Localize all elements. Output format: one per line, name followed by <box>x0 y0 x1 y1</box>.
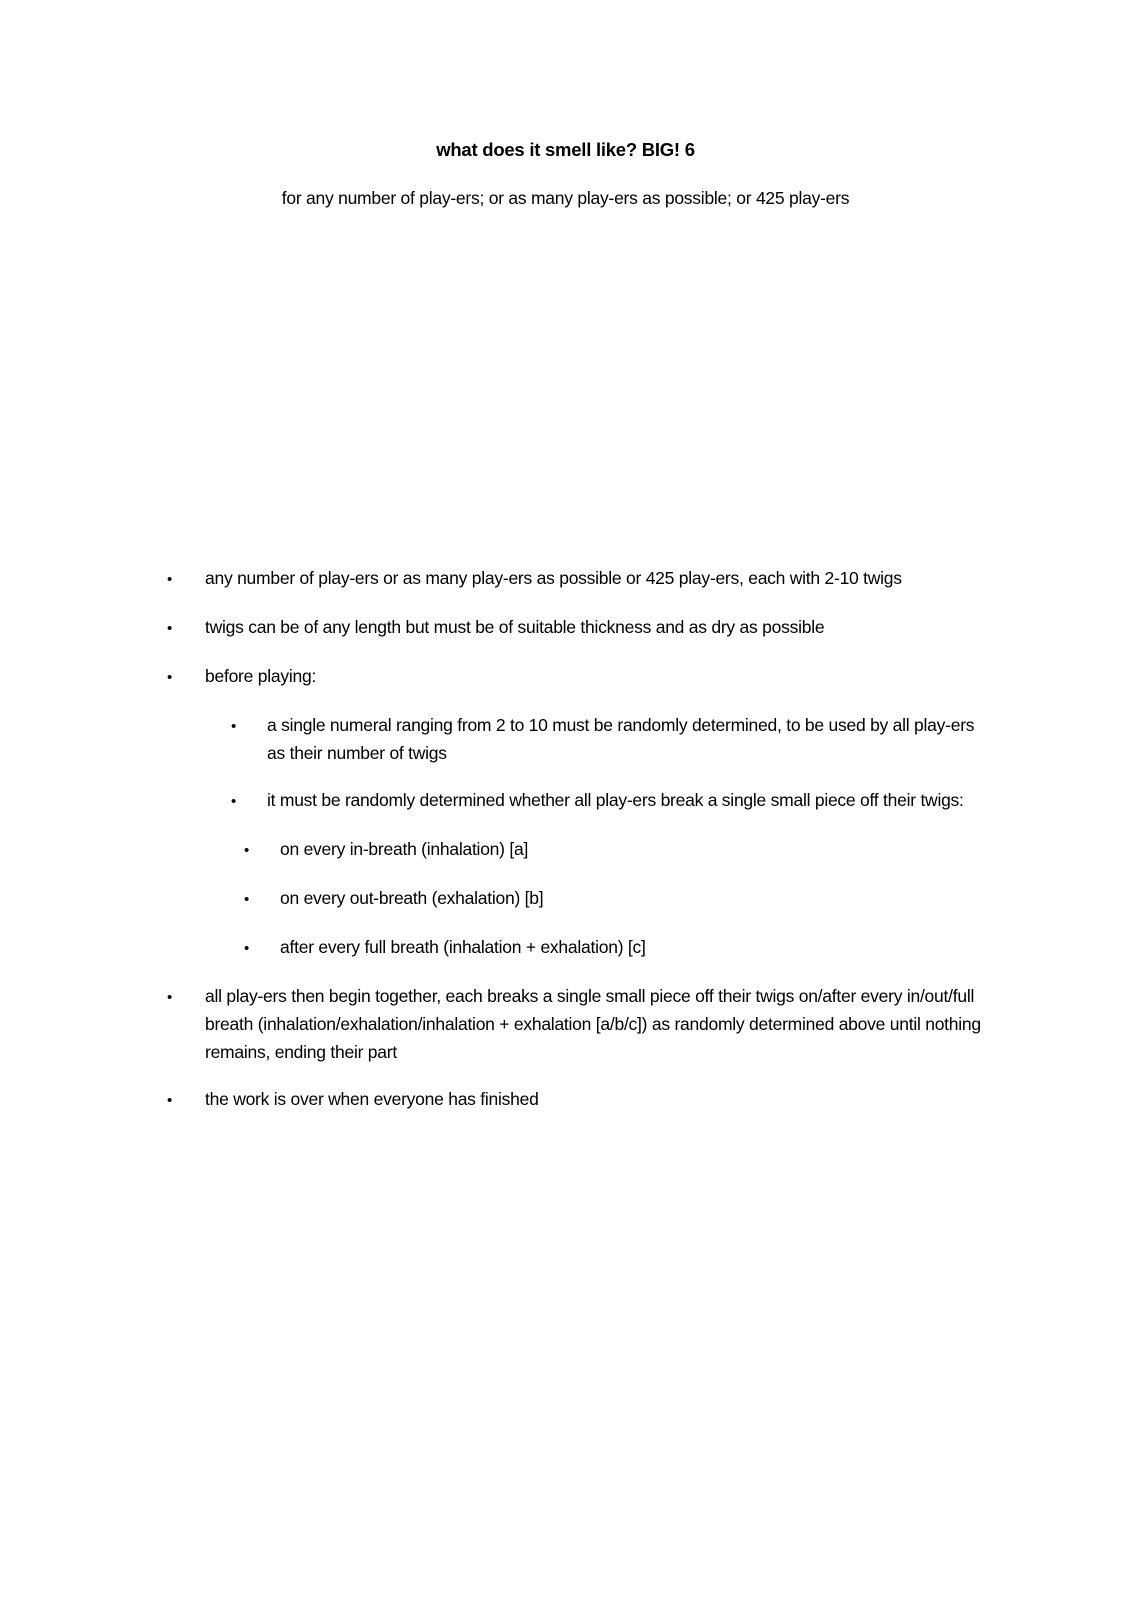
bullet-icon: • <box>167 1092 173 1109</box>
list-item <box>0 662 994 692</box>
bullet-icon: • <box>167 571 173 588</box>
list-item-text: all play-ers then begin together, each breaks a single small piece off their twigs on/after every in/out/full breath (inhalation/exhalation/inhalation + exhalation [a/b/c]) as randomly determined above until nothing remains, ending their part <box>205 986 981 1062</box>
list-item-text: before playing: <box>205 666 317 686</box>
list-item <box>0 711 994 767</box>
bullet-icon: • <box>244 891 250 908</box>
list-item <box>0 835 994 865</box>
page-subtitle: for any number of play-ers; or as many play-ers as possible; or 425 play-ers <box>281 188 850 208</box>
list-item-text: it must be randomly determined whether all play-ers break a single small piece off their twigs: <box>267 790 964 810</box>
document-header <box>137 136 994 212</box>
bullet-icon: • <box>244 940 250 957</box>
page-title: what does it smell like? BIG! 6 <box>436 139 695 160</box>
list-item <box>0 613 994 643</box>
list-item-text: on every in-breath (inhalation) [a] <box>280 839 529 859</box>
list-item <box>0 982 994 1066</box>
list-item-text: after every full breath (inhalation + exhalation) [c] <box>280 937 646 957</box>
bullet-icon: • <box>167 620 173 637</box>
list-item-text: any number of play-ers or as many play-ers as possible or 425 play-ers, each with 2-10 twigs <box>205 568 902 588</box>
list-item-text: a single numeral ranging from 2 to 10 must be randomly determined, to be used by all play-ers as their number of twigs <box>267 715 975 763</box>
list-item <box>0 884 994 914</box>
list-item-text: the work is over when everyone has finished <box>205 1089 539 1109</box>
bullet-icon: • <box>167 669 173 686</box>
list-item <box>0 933 994 963</box>
list-item <box>0 564 994 594</box>
list-item <box>0 1085 994 1115</box>
bullet-list <box>0 564 994 1134</box>
bullet-icon: • <box>244 842 250 859</box>
bullet-icon: • <box>167 989 173 1006</box>
list-item <box>0 786 994 816</box>
bullet-icon: • <box>231 793 237 810</box>
bullet-icon: • <box>231 718 237 735</box>
list-item-text: on every out-breath (exhalation) [b] <box>280 888 544 908</box>
list-item-text: twigs can be of any length but must be of suitable thickness and as dry as possible <box>205 617 825 637</box>
